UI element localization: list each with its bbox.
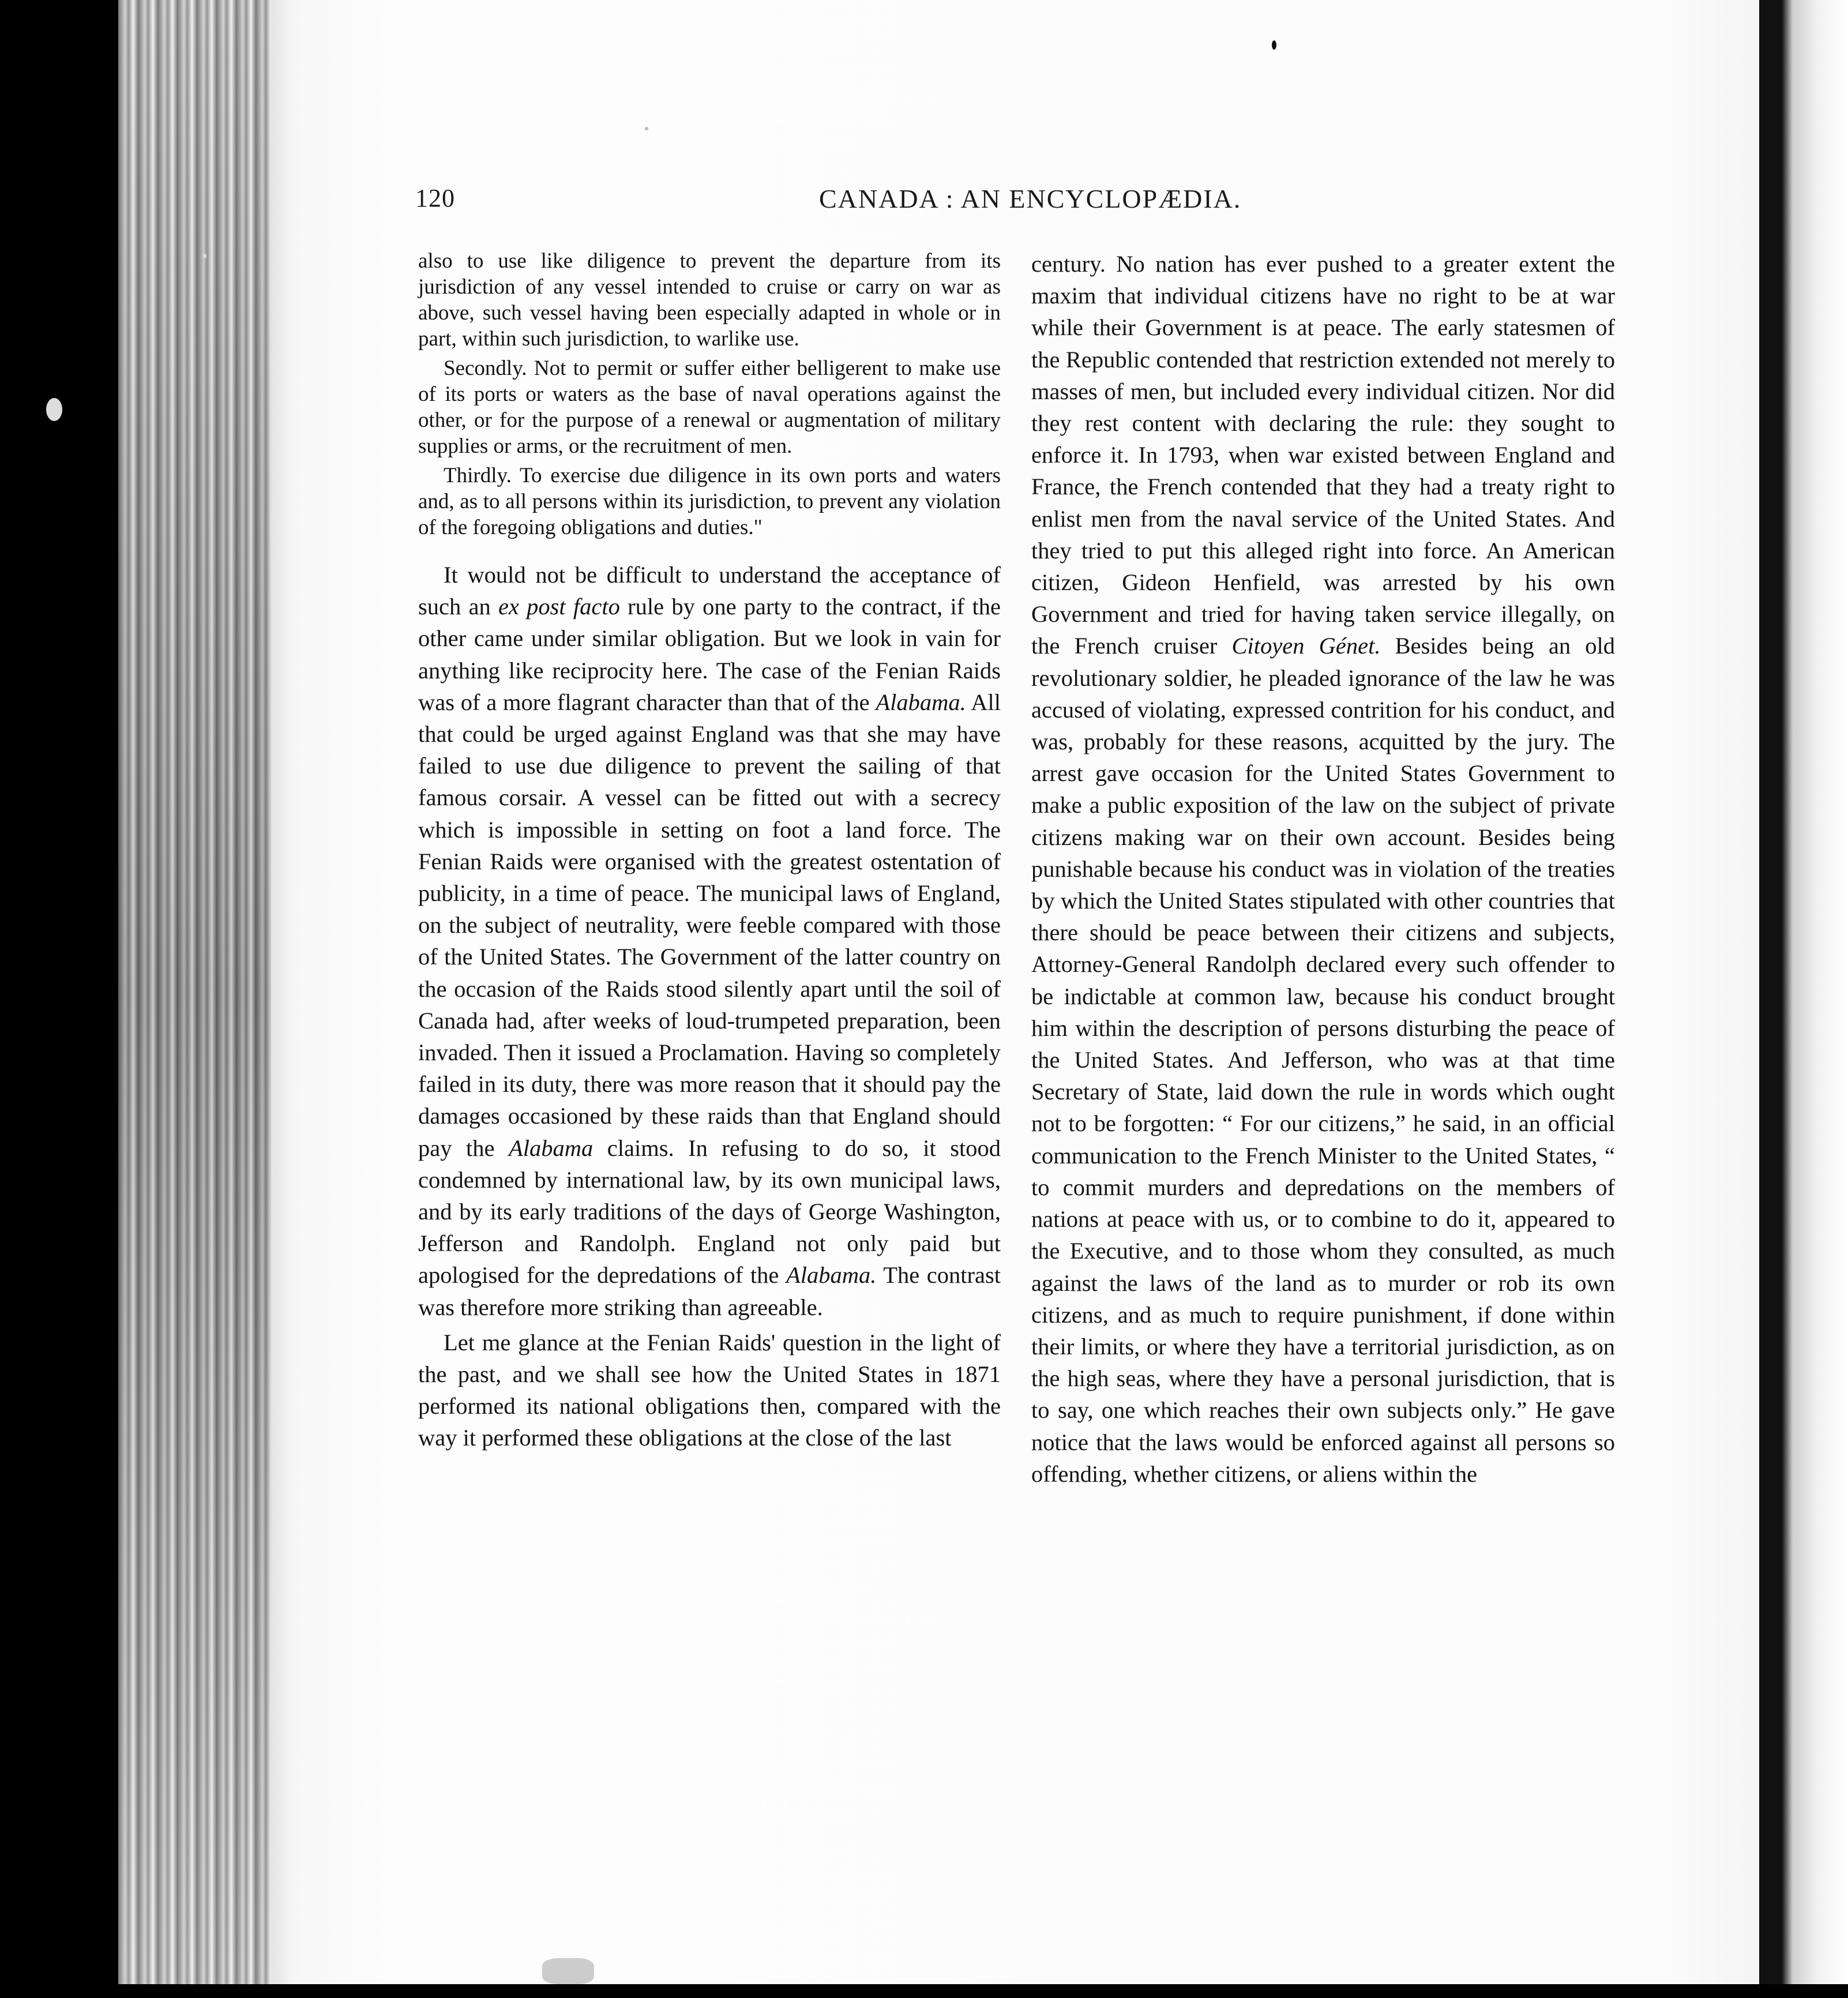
scan-bottom-border [0,1984,1848,1998]
body-paragraph [418,559,1001,1323]
text-run: century. No nation has ever pushed to a greater extent the maxim that individual citizens have no right to be at war while their Government is at peace. The early statesmen of the Republic contended that restriction extended not merely to masses of men, but included every individual citizen. Nor did they rest content with declaring the rule: they sought to enforce it. In 1793, when war existed between England and France, the French contended that they had a treaty right to enlist men from the naval service of the United States. And they tried to put this alleged right into force. An American citizen, Gideon Henfield, was arrested by his own Government and tried for having taken service illegally, on the French cruiser [1031,251,1615,659]
text-run: All that could be urged against England was that she may have failed to use due diligence to prevent the sailing of that famous corsair. A vessel can be fitted out with a secrecy which is impossible in setting on foot a land force. The Fenian Raids were organised with the greatest ostentation of publicity, in a time of peace. The municipal laws of England, on the subject of neutrality, were feeble compared with those of the United States. The Government of the latter country on the occasion of the Raids stood silently apart until the soil of Canada had, after weeks of loud-trumpeted preparation, been invaded. Then it issued a Proclamation. Having so completely failed in its duty, there was more reason that it should pay the damages occasioned by these raids than that England should pay the [418,689,1001,1161]
text-run: claims. In refusing to do so, it stood condemned by international law, by its own municipal laws, and by its early traditions of the days of George Washington, Jefferson and Randolph. England not only paid but apologised for the depredations of the [418,1135,1001,1289]
text-run: rule by one party to the contract, if the other came under similar obligation. But we look in vain for anything like reciprocity here. The case of the Fenian Raids was of a more flagrant character than that of the [418,594,1001,715]
running-header [415,183,1615,218]
scan-speck [645,127,648,130]
italic-ship-name: Alabama. [786,1262,877,1289]
page-number: 120 [415,184,455,212]
scan-speck [203,254,206,258]
text-run: It would not be difficult to understand the acceptance of such an [418,562,1001,620]
italic-ship-name: Alabama [508,1135,594,1161]
quote-paragraph: also to use like diligence to prevent the departure from its jurisdiction of any vessel intended to cruise or carry on war as above, such vessel having been especially adapted in whole or in part, within such jurisdiction, to warlike use. [418,249,1001,351]
body-paragraph: Let me glance at the Fenian Raids' question in the light of the past, and we shall see how the United States in 1871 performed its national obligations then, compared with the way it performed these obligations at the close of the last [418,1329,1001,1451]
italic-ship-name: Citoyen Génet. [1231,633,1381,659]
left-column [418,248,1001,1454]
quote-paragraph: Thirdly. To exercise due diligence in its own ports and waters and, as to all persons within its jurisdiction, to prevent any violation of the foregoing obligations and duties." [418,464,1001,539]
book-page-edges [118,0,274,1984]
scan-speck [1272,40,1276,50]
text-run: Besides being an old revolutionary soldier, he pleaded ignorance of the law he was accused of violating, expressed contrition for his conduct, and was, probably for these reasons, acquitted by the jury. The arrest gave occasion for the United States Government to make a public exposition of the law on the subject of private citizens making war on their own account. Besides being punishable because his conduct was in violation of the treaties by which the United States stipulated with other countries that there should be peace between their citizens and subjects, Attorney-General Randolph declared every such offender to be indictable at common law, because his conduct brought him within the description of persons disturbing the peace of the United States. And Jefferson, who was at that time Secretary of State, laid down the rule in words which ought not to be forgotten: “ For our citizens,” he said, in an official communication to the French Minister to the United States, “ to commit murders and depredations on the members of nations at peace with us, or to combine to do it, appeared to the Executive, and to those whom they consulted, as much against the laws of the land as to murder or rob its own citizens, and as much to require punishment, if done within their limits, or where they have a territorial jurisdiction, as on the high seas, where they have a personal jurisdiction, that is to say, one which reaches their own subjects only.” He gave notice that the laws would be enforced against all persons so offending, whether citizens, or aliens within the [1031,633,1615,1487]
scan-speck [46,398,62,421]
running-title: CANADA : AN ENCYCLOPÆDIA. [819,184,1242,213]
book-gutter [1759,0,1782,1984]
italic-ship-name: Alabama. [876,689,966,715]
italic-phrase: ex post facto [498,594,620,620]
right-column [1031,248,1615,1490]
scan-speck [542,1958,594,1984]
body-paragraph [1031,248,1615,1490]
quoted-rules [418,248,1001,540]
text-run: The contrast was therefore more striking than agreeable. [418,1262,1001,1320]
facing-page-edge [1782,0,1848,1984]
quote-paragraph: Secondly. Not to permit or suffer either belligerent to make use of its ports or waters as the base of naval operations against the other, or for the purpose of a renewal or augmentation of military supplies or arms, or the recruitment of men. [418,356,1001,458]
